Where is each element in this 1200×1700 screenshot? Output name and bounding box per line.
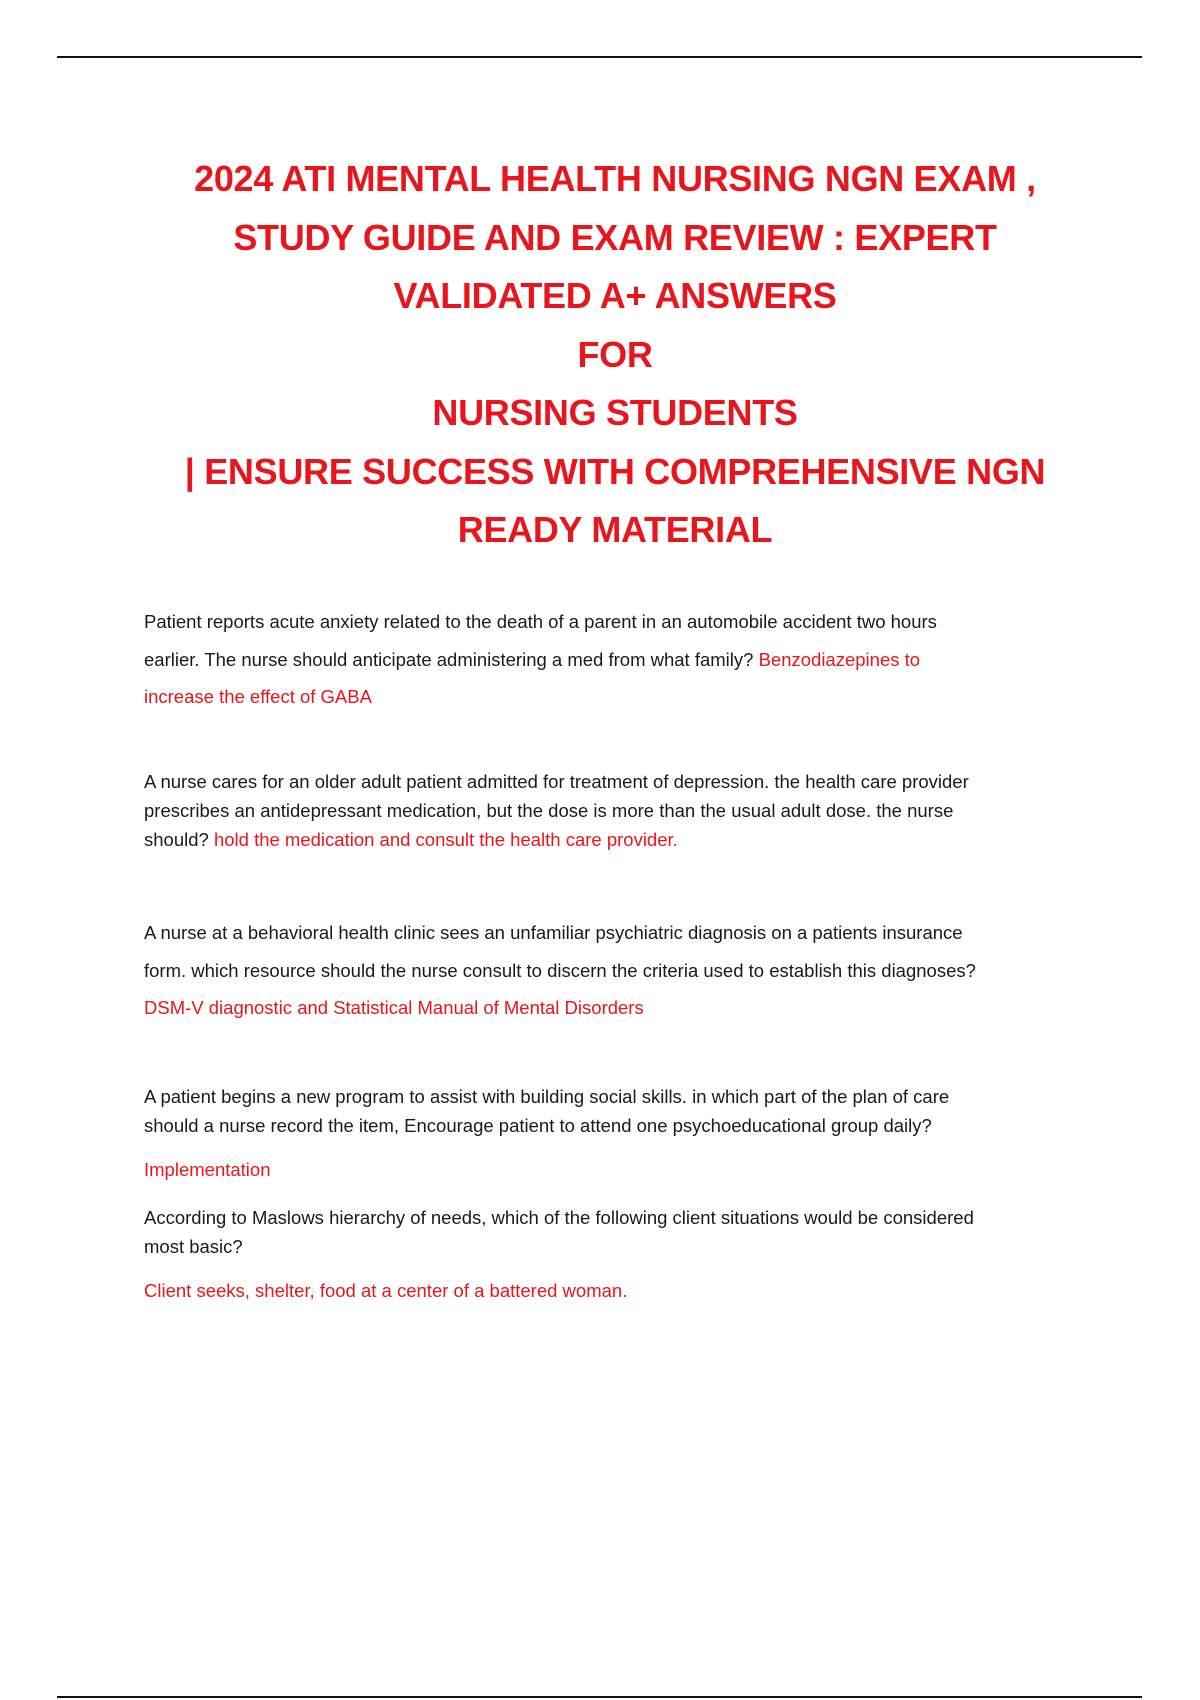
- title-line: NURSING STUDENTS: [432, 392, 798, 433]
- question-text: According to Maslows hierarchy of needs, which of the following client situations would be considered: [144, 1207, 974, 1228]
- answer-text: Implementation: [144, 1159, 271, 1180]
- answer-text: Client seeks, shelter, food at a center of a battered woman.: [144, 1280, 628, 1301]
- answer-text: hold the medication and consult the health care provider.: [213, 829, 678, 850]
- answer-text: increase the effect of GABA: [144, 686, 372, 707]
- question-text: should?: [144, 829, 209, 850]
- answer-text: Benzodiazepines to: [758, 648, 921, 670]
- title-line: STUDY GUIDE AND EXAM REVIEW : EXPERT: [233, 216, 997, 258]
- document-title: [130, 150, 1100, 560]
- question-text: most basic?: [144, 1236, 243, 1257]
- question-text: form. which resource should the nurse consult to discern the criteria used to establish this diagnoses?: [144, 959, 976, 981]
- top-rule: [57, 56, 1142, 58]
- question-block-3: [144, 914, 1084, 1027]
- question-text: earlier. The nurse should anticipate administering a med from what family?: [144, 648, 754, 670]
- question-text: A nurse at a behavioral health clinic sees an unfamiliar psychiatric diagnosis on a patients insurance: [144, 922, 963, 943]
- question-block-4: [144, 1082, 1084, 1184]
- question-text: Patient reports acute anxiety related to the death of a parent in an automobile accident two hours: [144, 611, 937, 632]
- question-block-5: [144, 1203, 1084, 1305]
- question-text-line: [144, 825, 1084, 854]
- bottom-rule: [57, 1696, 1142, 1698]
- title-line: 2024 ATI MENTAL HEALTH NURSING NGN EXAM ,: [194, 158, 1036, 199]
- title-line: READY MATERIAL: [457, 509, 773, 550]
- title-line: | ENSURE SUCCESS WITH COMPREHENSIVE NGN: [184, 450, 1046, 492]
- title-line: VALIDATED A+ ANSWERS: [393, 275, 837, 316]
- title-line: FOR: [577, 333, 653, 375]
- question-text: A nurse cares for an older adult patient admitted for treatment of depression. the health care provider: [144, 771, 969, 792]
- question-block-2: [144, 767, 1084, 854]
- question-text: prescribes an antidepressant medication, but the dose is more than the usual adult dose. the nurse: [144, 800, 954, 821]
- question-text: A patient begins a new program to assist with building social skills. in which part of the plan of care: [144, 1086, 950, 1107]
- question-text: should a nurse record the item, Encourage patient to attend one psychoeducational group daily?: [144, 1115, 932, 1136]
- answer-text: DSM-V diagnostic and Statistical Manual of Mental Disorders: [144, 997, 644, 1018]
- question-text-line: [144, 641, 1084, 679]
- question-block-1: [144, 603, 1084, 716]
